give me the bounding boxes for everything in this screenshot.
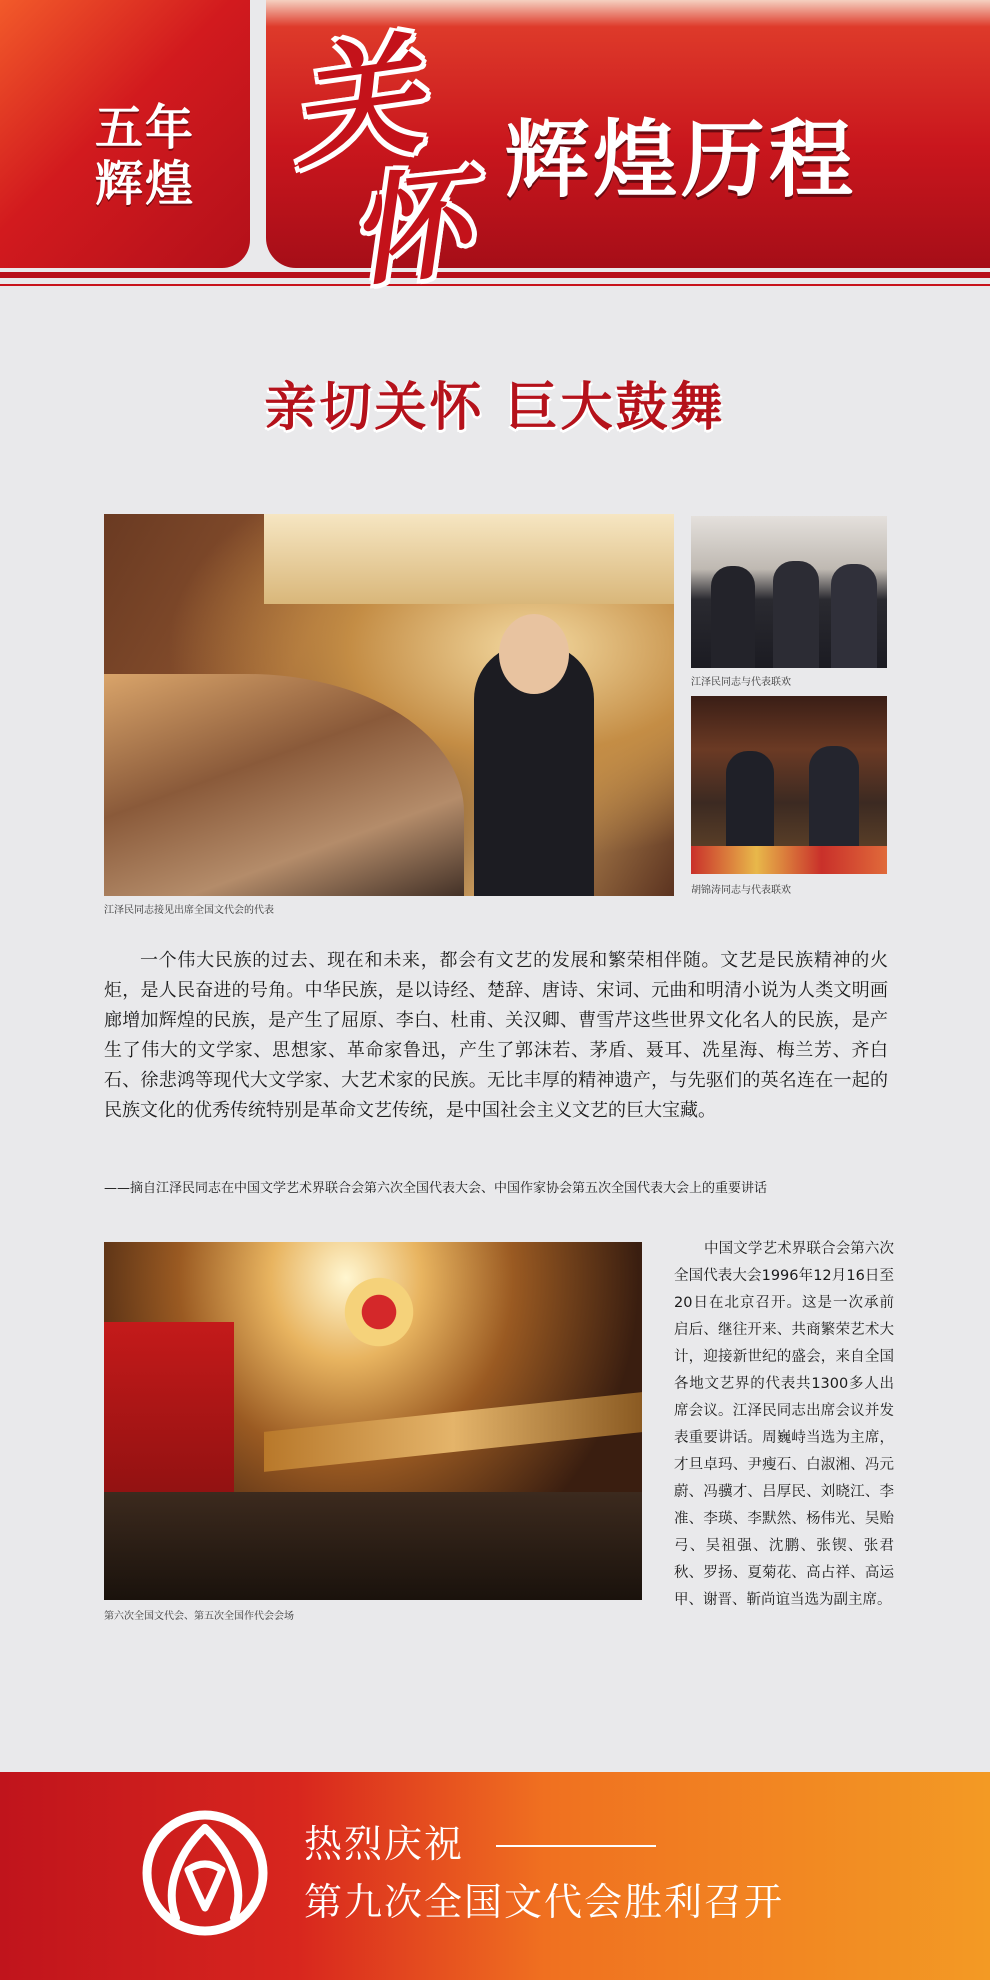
- badge-line-1: 五年: [94, 100, 195, 156]
- photo-right2-caption: 胡锦涛同志与代表联欢: [691, 885, 791, 896]
- five-years-badge: [80, 100, 210, 212]
- footer-rule: [496, 1845, 656, 1847]
- guanhuai-char-2: 怀: [343, 152, 475, 303]
- photo-hall-caption: 第六次全国文代会、第五次全国作代会会场: [104, 1611, 294, 1622]
- photo-congress-hall: [104, 1242, 642, 1600]
- photo-celebration-1: [691, 516, 887, 668]
- section-title: 亲切关怀 巨大鼓舞: [264, 378, 726, 438]
- quote-source: ——摘自江泽民同志在中国文学艺术界联合会第六次全国代表大会、中国作家协会第五次全国代表大会上的重要讲话: [104, 1181, 768, 1196]
- header-title: 辉煌历程: [505, 111, 858, 209]
- photo-right1-caption: 江泽民同志与代表联欢: [691, 677, 791, 688]
- footer-line-2: 第九次全国文代会胜利召开: [304, 1880, 785, 1924]
- photo-celebration-2: [691, 696, 887, 874]
- footer-line-1: 热烈庆祝: [304, 1822, 465, 1866]
- federation-logo-icon: [140, 1808, 270, 1938]
- photo-main-caption: 江泽民同志接见出席全国文代会的代表: [104, 905, 274, 916]
- photo-leader-greeting-delegates: [104, 514, 674, 896]
- guanhuai-char-1: 关: [279, 17, 430, 188]
- quote-paragraph: 一个伟大民族的过去、现在和未来，都会有文艺的发展和繁荣相伴随。文艺是民族精神的火炬，是人民奋进的号角。中华民族，是以诗经、楚辞、唐诗、宋词、元曲和明清小说为人类文明画廊增加辉煌的民族，是产生了屈原、李白、杜甫、关汉卿、曹雪芹这些世界文化名人的民族，是产生了伟大的文学家、思想家、革命家鲁迅，产生了郭沫若、茅盾、聂耳、冼星海、梅兰芳、齐白石、徐悲鸿等现代大文学家、大艺术家的民族。无比丰厚的精神遗产，与先驱们的英名连在一起的民族文化的优秀传统特别是革命文艺传统，是中国社会主义文艺的巨大宝藏。: [104, 950, 888, 1121]
- header-banner: [0, 0, 990, 303]
- guanhuai-calligraphy: [270, 17, 520, 318]
- congress-description: 中国文学艺术界联合会第六次全国代表大会1996年12月16日至20日在北京召开。这是一次承前启后、继往开来、共商繁荣艺术大计，迎接新世纪的盛会，来自全国各地文艺界的代表共1300多人出席会议。江泽民同志出席会议并发表重要讲话。周巍峙当选为主席，才旦卓玛、尹瘦石、白淑湘、冯元蔚、冯骥才、吕厚民、刘晓江、李准、李瑛、李默然、杨伟光、吴贻弓、吴祖强、沈鹏、张锲、张君秋、罗扬、夏菊花、高占祥、高运甲、谢晋、靳尚谊当选为副主席。: [674, 1241, 894, 1608]
- badge-line-2: 辉煌: [94, 156, 195, 212]
